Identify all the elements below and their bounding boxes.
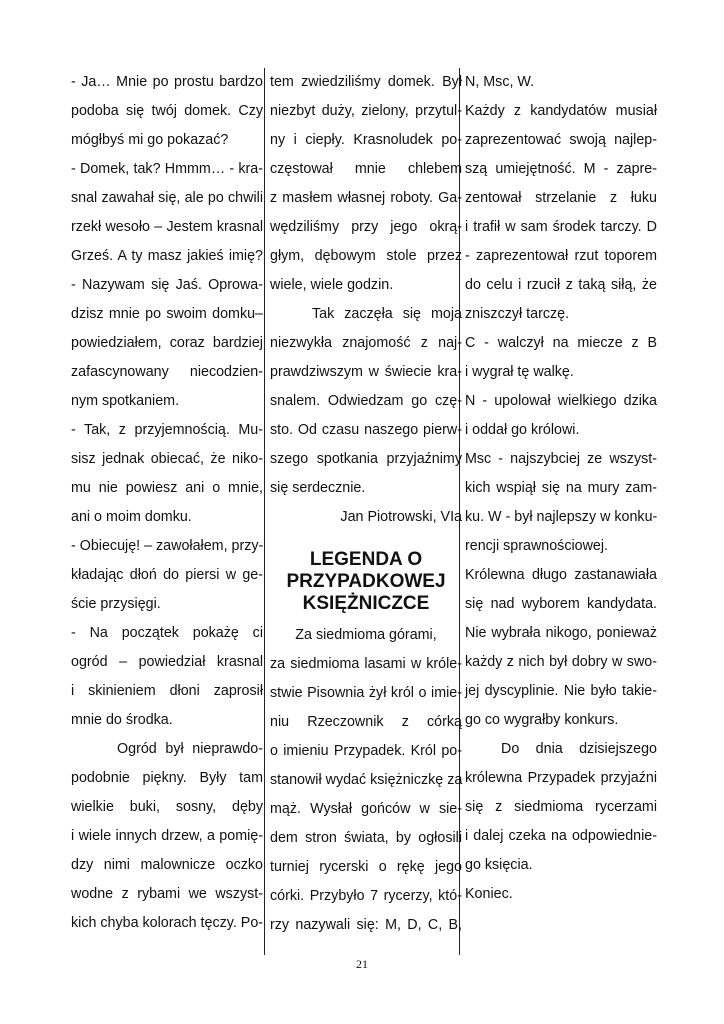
text-line: kich wspiął się na mury zam- [465, 480, 657, 496]
text-line: królewna Przypadek przyjaźni [465, 770, 657, 786]
text-line: Królewna długo zastanawiała [465, 567, 657, 583]
heading-line: LEGENDA O [309, 549, 423, 570]
text-line: Ogród był nieprawdo- [117, 741, 263, 757]
text-line: i wiele innych drzew, a pomię- [71, 828, 263, 844]
text-line: jej dyscyplinie. Nie było takie- [465, 683, 657, 699]
text-line: dzy nimi malownicze oczko [71, 857, 263, 873]
text-line: mu nie powiesz ani o mnie, [71, 480, 263, 496]
text-line: wodne z rybami we wszyst- [71, 886, 263, 902]
column-right [465, 68, 657, 909]
text-line: Msc - najszybciej ze wszyst- [465, 451, 657, 467]
text-line: ogród – powiedział krasnal [71, 654, 263, 670]
text-line: Każdy z kandydatów musiał [465, 103, 657, 119]
text-line: rencji sprawnościowej. [465, 538, 609, 554]
signature: Jan Piotrowski, VIa [340, 509, 462, 525]
text-line: za siedmioma lasami w króle- [270, 656, 462, 672]
text-line: snalem. Odwiedzam go czę- [270, 393, 462, 409]
text-line: zniszczył tarczę. [465, 306, 570, 322]
text-line: stanowił wydać księżniczkę za [270, 772, 463, 788]
column-divider-left [264, 68, 265, 955]
text-line: zafascynowany niecodzien- [71, 364, 263, 380]
heading-line: PRZYPADKOWEJ [286, 571, 446, 592]
story-heading [270, 549, 462, 615]
text-line: każdy z nich był dobry w swo- [465, 654, 657, 670]
text-line: niezwykła znajomość z naj- [270, 335, 462, 351]
text-line: Nie wybrała nikogo, ponieważ [465, 625, 657, 641]
text-line: i oddał go królowi. [465, 422, 580, 438]
text-line: ani o moim domku. [71, 509, 192, 525]
text-line: mnie do środka. [71, 712, 173, 728]
text-line: - Domek, tak? Hmmm… - kra- [71, 161, 263, 177]
text-line: szą umiejętność. M - zapre- [465, 161, 657, 177]
text-line: wiele, wiele godzin. [270, 277, 394, 293]
text-line: - Obiecuję! – zawołałem, przy- [71, 538, 264, 554]
text-line: C - walczył na miecze z B [465, 335, 657, 351]
heading-line: KSIĘŻNICZCE [302, 593, 430, 614]
text-line: N - upolował wielkiego dzika [465, 393, 657, 409]
text-line: snal zawahał się, ale po chwili [71, 190, 263, 206]
text-line: o imieniu Przypadek. Król po- [270, 743, 462, 759]
text-line: ku. W - był najlepszy w konku- [465, 509, 658, 525]
page-number: 21 [356, 957, 368, 971]
text-line: sisz jednak obiecać, że niko- [71, 451, 263, 467]
text-line: kich chyba kolorach tęczy. Po- [71, 915, 264, 931]
text-line: z masłem własnej roboty. Ga- [270, 190, 462, 206]
text-line: - Na początek pokażę ci [71, 625, 263, 641]
text-line: córki. Przybyło 7 rycerzy, któ- [270, 888, 462, 904]
text-line: do celu i rzucił z taką siłą, że [465, 277, 657, 293]
text-line: podoba się twój domek. Czy [71, 103, 263, 119]
text-line: mógłbyś mi go pokazać? [71, 132, 229, 148]
text-line: częstował mnie chlebem [270, 161, 462, 177]
text-line: - Nazywam się Jaś. Oprowa- [71, 277, 263, 293]
text-line: wielkie buki, sosny, dęby [71, 799, 263, 815]
text-line: się nad wyborem kandydata. [465, 596, 657, 612]
text-line: mąż. Wysłał gońców w sie- [270, 801, 462, 817]
text-line: sto. Od czasu naszego pierw- [270, 422, 462, 438]
text-line: ny i ciepły. Krasnoludek po- [270, 132, 462, 148]
text-line: i trafił w sam środek tarczy. D [465, 219, 657, 235]
text-line: się z siedmioma rycerzami [465, 799, 657, 815]
text-line: dzisz mnie po swoim domku– [71, 306, 263, 322]
text-line: go co wygrałby konkurs. [465, 712, 619, 728]
text-line: Grześ. A ty masz jakieś imię? [71, 248, 263, 264]
text-line: dem stron świata, by ogłosili [270, 830, 462, 846]
text-line: go księcia. [465, 857, 533, 873]
text-line: - Tak, z przyjemnością. Mu- [71, 422, 263, 438]
text-line: rzekł wesoło – Jestem krasnal [71, 219, 263, 235]
text-line: głym, dębowym stole przez [270, 248, 462, 264]
column-left [71, 68, 263, 938]
text-line: i dalej czeka na odpowiednie- [465, 828, 657, 844]
text-line: tem zwiedziliśmy domek. Był [270, 74, 462, 90]
column-middle [270, 68, 462, 940]
text-line: Tak zaczęła się moja [312, 306, 462, 322]
text-line: Koniec. [465, 886, 513, 902]
text-line: szego spotkania przyjaźnimy [270, 451, 462, 467]
text-line: N, Msc, W. [465, 74, 535, 90]
text-line: ście przysięgi. [71, 596, 161, 612]
text-line: i wygrał tę walkę. [465, 364, 574, 380]
text-line: powiedziałem, coraz bardziej [71, 335, 263, 351]
text-line: - zaprezentował rzut toporem [465, 248, 657, 264]
text-line: stwie Pisownia żył król o imie- [270, 685, 462, 701]
text-line: rzy nazywali się: M, D, C, B, [270, 917, 462, 933]
text-line: prawdziwszym w świecie kra- [270, 364, 462, 380]
text-line: Do dnia dzisiejszego [501, 741, 657, 757]
text-line: nym spotkaniem. [71, 393, 180, 409]
text-line: zentował strzelanie z łuku [465, 190, 657, 206]
text-line: niezbyt duży, zielony, przytul- [270, 103, 462, 119]
text-line: niu Rzeczownik z córką [270, 714, 462, 730]
text-line: i skinieniem dłoni zaprosił [71, 683, 263, 699]
text-line: Za siedmioma górami, [295, 627, 437, 643]
text-line: zaprezentować swoją najlep- [465, 132, 657, 148]
text-line: kładając dłoń do piersi w ge- [71, 567, 263, 583]
text-line: turniej rycerski o rękę jego [270, 859, 462, 875]
text-line: - Ja… Mnie po prostu bardzo [71, 74, 263, 90]
text-line: wędziliśmy przy jego okrą- [270, 219, 462, 235]
text-line: się serdecznie. [270, 480, 366, 496]
text-line: podobnie piękny. Były tam [71, 770, 263, 786]
